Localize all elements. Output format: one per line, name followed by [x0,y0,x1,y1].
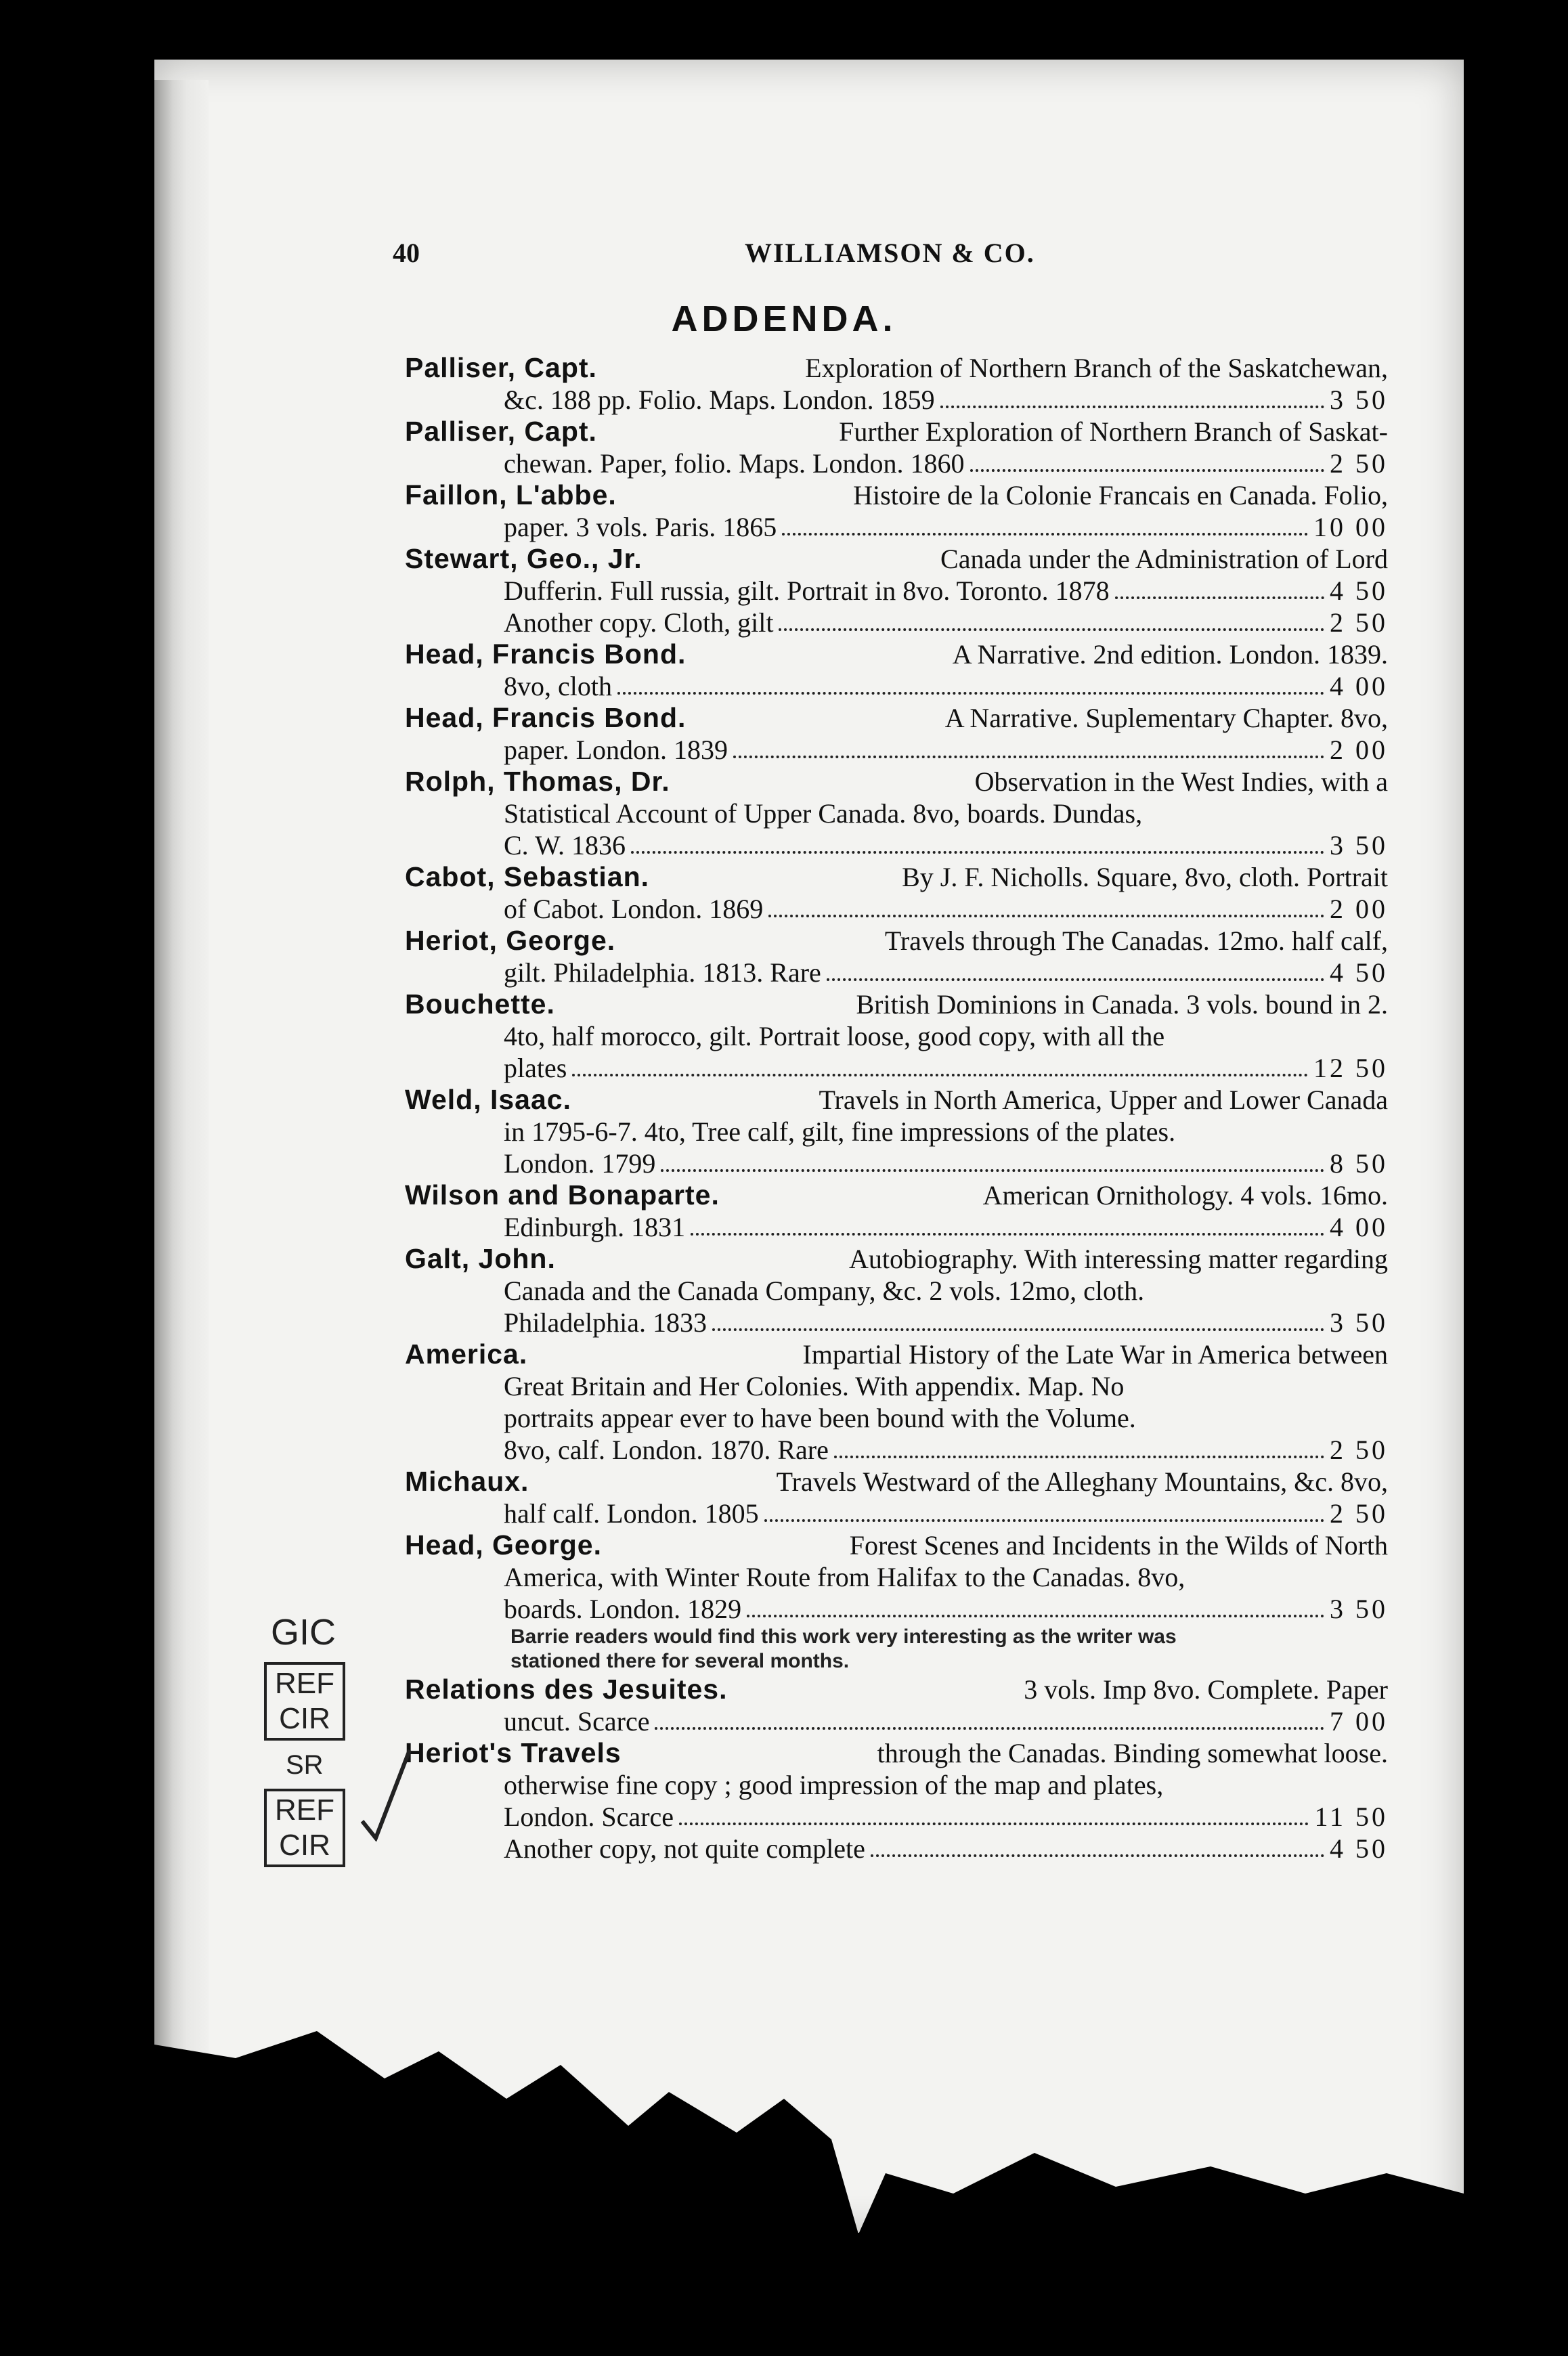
entry-price: 3 50 [1330,1307,1388,1338]
entry-note: Barrie readers would find this work very interesting as the writer was [510,1626,1177,1648]
entry-price: 2 50 [1330,1498,1388,1529]
entry-text: portraits appear ever to have been bound with the Volume. [504,1403,1136,1433]
entry-line [405,1529,1388,1561]
annotation-mid: SR [286,1750,324,1780]
entry-line [405,607,1388,638]
entry-line [405,1370,1388,1402]
entry-text: Canada under the Administration of Lord [940,544,1388,574]
dot-leader [679,1823,1309,1825]
dot-leader [691,1233,1324,1236]
entry-line [405,861,1388,893]
entry-heading: Palliser, Capt. [405,416,597,447]
entry-price: 11 50 [1314,1802,1388,1832]
entry-text: half calf. London. 1805 [504,1498,759,1529]
entry-line [405,448,1388,479]
entry-price: 2 00 [1330,735,1388,765]
entry-text: in 1795-6-7. 4to, Tree calf, gilt, fine impressions of the plates. [504,1116,1176,1147]
entry-line [405,1737,1388,1769]
entry-line [405,1307,1388,1338]
dot-leader [779,628,1324,631]
catalog-entry [405,1529,1388,1674]
dot-leader [871,1854,1324,1857]
entry-text: &c. 188 pp. Folio. Maps. London. 1859 [504,385,935,415]
entry-heading: Michaux. [405,1466,529,1497]
entry-heading: America. [405,1338,528,1370]
entry-text: Edinburgh. 1831 [504,1212,686,1242]
entry-heading: Relations des Jesuites. [405,1674,728,1705]
dot-leader [827,978,1324,981]
entry-price: 8 50 [1330,1148,1388,1179]
entry-text: Histoire de la Colonie Francais en Canada. Folio, [853,480,1388,510]
entry-line [405,1116,1388,1148]
entry-text: American Ornithology. 4 vols. 16mo. [982,1180,1388,1210]
entry-text: paper. London. 1839 [504,735,728,765]
entry-text: Travels Westward of the Alleghany Mountains, &c. 8vo, [776,1466,1388,1497]
dot-leader [712,1328,1324,1331]
dot-leader [970,469,1325,472]
entry-text: 4to, half morocco, gilt. Portrait loose, good copy, with all the [504,1021,1165,1051]
catalog-entries [405,352,1388,1864]
entry-text: through the Canadas. Binding somewhat loose. [877,1738,1388,1768]
entry-line [405,1498,1388,1529]
entry-line [405,1338,1388,1370]
entry-line [405,1275,1388,1307]
entry-heading: Heriot, George. [405,925,616,956]
entry-note: stationed there for several months. [510,1650,850,1672]
entry-line [405,670,1388,702]
entry-heading: Head, George. [405,1529,602,1561]
dot-leader [834,1456,1324,1458]
entry-text: Forest Scenes and Incidents in the Wilds of North [849,1530,1388,1561]
dot-leader [572,1074,1308,1076]
entry-text: By J. F. Nicholls. Square, 8vo, cloth. Portrait [902,862,1388,892]
torn-page-edge [154,2017,1464,2234]
entry-line [405,638,1388,670]
entry-text: boards. London. 1829 [504,1594,742,1624]
catalog-entry [405,861,1388,925]
entry-heading: Wilson and Bonaparte. [405,1179,720,1210]
entry-line [405,479,1388,511]
entry-price: 4 50 [1330,1833,1388,1864]
entry-line [405,702,1388,734]
annotation-stamp-bottom [264,1789,345,1867]
catalog-entry [405,1243,1388,1338]
entry-heading: Weld, Isaac. [405,1084,571,1115]
dot-leader [940,406,1324,408]
entry-text: Statistical Account of Upper Canada. 8vo, boards. Dundas, [504,798,1143,829]
entry-price: 2 50 [1330,1435,1388,1465]
entry-text: Travels through The Canadas. 12mo. half calf, [884,925,1388,956]
entry-line [405,798,1388,829]
annotation-stamp-top [264,1662,345,1741]
entry-line [405,511,1388,543]
dot-leader [782,533,1308,536]
entry-text: Exploration of Northern Branch of the Saskatchewan, [805,353,1388,383]
page-binding-edge [154,80,209,2233]
entry-text: Great Britain and Her Colonies. With appendix. Map. No [504,1371,1125,1401]
entry-text: 8vo, calf. London. 1870. Rare [504,1435,829,1465]
entry-line [405,1052,1388,1084]
catalog-entry [405,1338,1388,1466]
entry-line [405,829,1388,861]
catalog-entry [405,352,1388,416]
entry-line [405,1434,1388,1466]
dot-leader [617,692,1324,695]
entry-line [405,575,1388,607]
section-title: ADDENDA. [671,299,897,339]
entry-price: 3 50 [1330,1594,1388,1624]
entry-text: 3 vols. Imp 8vo. Complete. Paper [1024,1674,1388,1705]
entry-line [405,1084,1388,1116]
dot-leader [768,915,1324,917]
entry-text: London. 1799 [504,1148,656,1179]
check-mark-icon [359,1747,413,1841]
entry-heading: Palliser, Capt. [405,352,597,383]
entry-line [405,1593,1388,1625]
catalog-entry [405,925,1388,988]
entry-heading: Head, Francis Bond. [405,702,687,733]
entry-text: Another copy. Cloth, gilt [504,607,774,638]
entry-heading: Faillon, L'abbe. [405,479,617,510]
catalog-entry [405,638,1388,702]
entry-text: C. W. 1836 [504,830,626,860]
entry-line [405,1674,1388,1705]
entry-price: 12 50 [1313,1053,1388,1083]
stamp-line: CIR [279,1702,330,1735]
entry-text: otherwise fine copy ; good impression of the map and plates, [504,1770,1164,1800]
dot-leader [1115,596,1324,599]
dot-leader [655,1727,1324,1730]
dot-leader [764,1519,1324,1522]
entry-text: Canada and the Canada Company, &c. 2 vols. 12mo, cloth. [504,1275,1145,1306]
entry-line [405,352,1388,384]
entry-text: Observation in the West Indies, with a [974,766,1388,797]
entry-price: 4 00 [1330,671,1388,701]
entry-price: 3 50 [1330,830,1388,860]
entry-line [405,957,1388,988]
entry-text: A Narrative. 2nd edition. London. 1839. [952,639,1388,670]
catalog-entry [405,702,1388,766]
entry-line [405,988,1388,1020]
catalog-entry [405,416,1388,479]
entry-text: Dufferin. Full russia, gilt. Portrait in 8vo. Toronto. 1878 [504,575,1110,606]
dot-leader [747,1615,1324,1617]
entry-price: 7 00 [1330,1706,1388,1737]
entry-text: Autobiography. With interessing matter regarding [849,1244,1388,1274]
entry-line [405,1801,1388,1833]
entry-price: 4 50 [1330,957,1388,988]
page-header [393,237,1408,284]
running-head: WILLIAMSON & CO. [745,238,1035,268]
entry-line [405,416,1388,448]
entry-line [405,1561,1388,1593]
dot-leader [733,756,1324,758]
dot-leader [661,1169,1324,1172]
entry-text: Another copy, not quite complete [504,1833,865,1864]
entry-text: plates [504,1053,567,1083]
entry-line [405,1833,1388,1864]
stamp-line: CIR [279,1829,330,1862]
entry-line [405,1769,1388,1801]
entry-line [405,893,1388,925]
entry-text: Further Exploration of Northern Branch of Saskat- [839,416,1388,447]
entry-text: Impartial History of the Late War in America between [802,1339,1388,1370]
entry-heading: Galt, John. [405,1243,556,1274]
entry-text: America, with Winter Route from Halifax to the Canadas. 8vo, [504,1562,1185,1592]
entry-price: 2 50 [1330,448,1388,479]
entry-text: Philadelphia. 1833 [504,1307,707,1338]
entry-line [405,734,1388,766]
entry-line [405,1148,1388,1179]
entry-line [405,1020,1388,1052]
catalog-entry [405,543,1388,638]
entry-price: 4 50 [1330,575,1388,606]
entry-heading: Cabot, Sebastian. [405,861,650,892]
entry-heading: Heriot's Travels [405,1737,622,1768]
catalog-entry [405,479,1388,543]
entry-line [405,1402,1388,1434]
entry-text: chewan. Paper, folio. Maps. London. 1860 [504,448,965,479]
catalog-entry [405,1466,1388,1529]
catalog-entry [405,1674,1388,1737]
annotation-label: GIC [271,1612,336,1653]
entry-price: 4 00 [1330,1212,1388,1242]
entry-line [405,543,1388,575]
entry-price: 2 00 [1330,894,1388,924]
entry-line [405,1243,1388,1275]
entry-text: British Dominions in Canada. 3 vols. bound in 2. [856,989,1388,1020]
entry-price: 10 00 [1313,512,1388,542]
entry-line [405,766,1388,798]
entry-text: 8vo, cloth [504,671,612,701]
entry-line [405,384,1388,416]
entry-price: 2 50 [1330,607,1388,638]
catalog-entry [405,1084,1388,1179]
entry-line [405,1466,1388,1498]
stamp-line: REF [275,1793,334,1827]
entry-text: uncut. Scarce [504,1706,650,1737]
entry-text: London. Scarce [504,1802,674,1832]
entry-price: 3 50 [1330,385,1388,415]
entry-text: gilt. Philadelphia. 1813. Rare [504,957,821,988]
entry-line [405,1705,1388,1737]
entry-line [405,925,1388,957]
entry-heading: Bouchette. [405,988,555,1020]
entry-text: A Narrative. Suplementary Chapter. 8vo, [944,703,1388,733]
entry-heading: Head, Francis Bond. [405,638,687,670]
stamp-line: REF [275,1667,334,1700]
entry-line [405,1179,1388,1211]
catalog-entry [405,766,1388,861]
entry-line [405,1211,1388,1243]
catalog-entry [405,988,1388,1084]
entry-text: of Cabot. London. 1869 [504,894,764,924]
entry-heading: Rolph, Thomas, Dr. [405,766,670,797]
catalog-entry [405,1737,1388,1864]
catalog-entry [405,1179,1388,1243]
dot-leader [631,851,1324,854]
entry-heading: Stewart, Geo., Jr. [405,543,643,574]
entry-text: Travels in North America, Upper and Lower Canada [819,1085,1388,1115]
entry-text: paper. 3 vols. Paris. 1865 [504,512,777,542]
page-number: 40 [393,238,420,268]
